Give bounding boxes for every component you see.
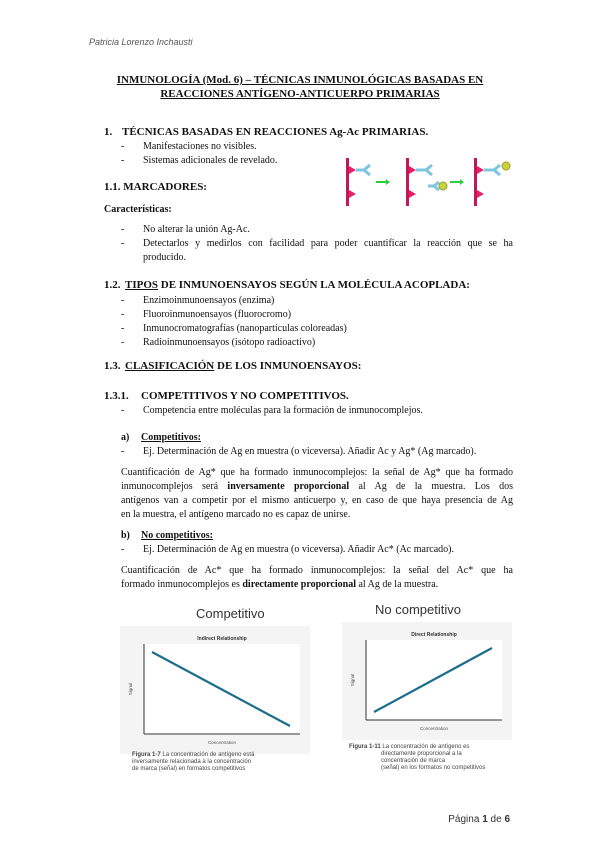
list-item: - Inmunocromatografías (nanopartículas coloreadas) [121,323,347,334]
arrow-head-icon [460,179,464,185]
marker-icon [502,162,510,170]
caption-figure-1-7: Figura 1-7 La concentración de antígeno está inversamente relacionada a la concentración de marca (señal) en formatos competitivos [132,752,255,772]
antibody-shape [356,165,370,175]
surface-bar [406,158,409,206]
noncompetitive-chart [342,622,512,740]
list-item: - Detectarlos y medirlos con facilidad para poder cuantificar la reacción que se ha [121,238,513,249]
page-number: Página 1 de 6 [448,814,510,825]
comp-heading: Competitivos: [141,432,201,443]
list-item: - No alterar la unión Ag-Ac. [121,224,250,235]
s12-number: 1.2. [104,279,121,291]
s12-heading: TIPOS DE INMUNOENSAYOS SEGÚN LA MOLÉCULA ACOPLADA: [125,279,470,291]
list-item: - Fluoroinmunoensayos (fluorocromo) [121,309,292,320]
s1-number: 1. [104,126,113,138]
antibody-shape [416,165,432,175]
y-axis-label: Signal [350,673,355,687]
s11-subheading: Características: [104,204,172,215]
list-item: - Enzimoinmunoensayos (enzima) [121,295,275,306]
marker-icon [439,182,447,190]
author-header: Patricia Lorenzo Inchausti [89,37,193,47]
list-item: - Ej. Determinación de Ag en muestra (o viceversa). Añadir Ac y Ag* (Ag marcado). [121,446,477,457]
antibody-shape [484,165,500,175]
arrow-head-icon [386,179,390,185]
list-item: - Ej. Determinación de Ag en muestra (o viceversa). Añadir Ac* (Ac marcado). [121,544,454,555]
x-axis-label: Concentration [419,726,449,731]
s13-heading: CLASIFICACIÓN DE LOS INMUNOENSAYOS: [125,360,362,372]
antigen-shape [477,166,484,174]
list-item: - Sistemas adicionales de revelado. [121,155,278,166]
antigen-shape [409,190,416,198]
chart-inner-title: Indirect Relationship [197,636,247,642]
x-axis-label: Concentration [207,740,237,745]
s13-number: 1.3. [104,360,121,372]
caption-figure-1-11: Figura 1-11 La concentración de antígeno es directamente proporcional a la concentración de marca (señal) en los formatos no competitivos [349,744,486,771]
antigen-shape [409,166,416,174]
comp-paragraph: Cuantificación de Ag* que ha formado inmunocomplejos: la señal de Ag* que ha formado inmunocomplejos será inversamente proporcional al Ag de la muestra. Los dos antígenos van a competir por el mismo anticuerpo y, en caso de que haya presencia de Ag en la muestra, el antígeno marcado no es capaz de unirse. [121,467,514,520]
nocomp-heading: No competitivos: [141,530,213,541]
antigen-shape [349,190,356,198]
surface-bar [474,158,477,206]
competitive-chart [120,626,310,754]
antigen-shape [349,166,356,174]
s11-heading: 1.1. MARCADORES: [104,181,207,193]
chart-title-competitivo: Competitivo [196,606,265,621]
list-item: - Radioinmunoensayos (isótopo radioactivo) [121,337,316,348]
page-title [100,73,500,101]
list-item-continuation: producido. [143,252,187,263]
title-line-2: REACCIONES ANTÍGENO-ANTICUERPO PRIMARIAS [160,88,440,100]
antibody-marker-illustration [340,154,520,210]
s131-heading: COMPETITIVOS Y NO COMPETITIVOS. [141,390,349,402]
nocomp-label: b) [121,530,130,541]
antigen-shape [477,190,484,198]
s131-number: 1.3.1. [104,390,129,402]
surface-bar [346,158,349,206]
y-axis-label: Signal [128,682,133,696]
list-item: - Competencia entre moléculas para la formación de inmunocomplejos. [121,405,423,416]
comp-label: a) [121,432,130,443]
list-item: - Manifestaciones no visibles. [121,141,257,152]
title-line-1: INMUNOLOGÍA (Mod. 6) – TÉCNICAS INMUNOLÓGICAS BASADAS EN [116,74,484,86]
nocomp-paragraph: Cuantificación de Ac* que ha formado inmunocomplejos: la señal del Ac* que ha formado inmunocomplejos es directamente proporcional al Ag de la muestra. [121,565,513,590]
chart-inner-title: Direct Relationship [411,632,457,638]
s1-heading: TÉCNICAS BASADAS EN REACCIONES Ag-Ac PRIMARIAS. [122,126,429,138]
antibody-shape [428,182,439,190]
chart-title-no-competitivo: No competitivo [375,602,461,617]
